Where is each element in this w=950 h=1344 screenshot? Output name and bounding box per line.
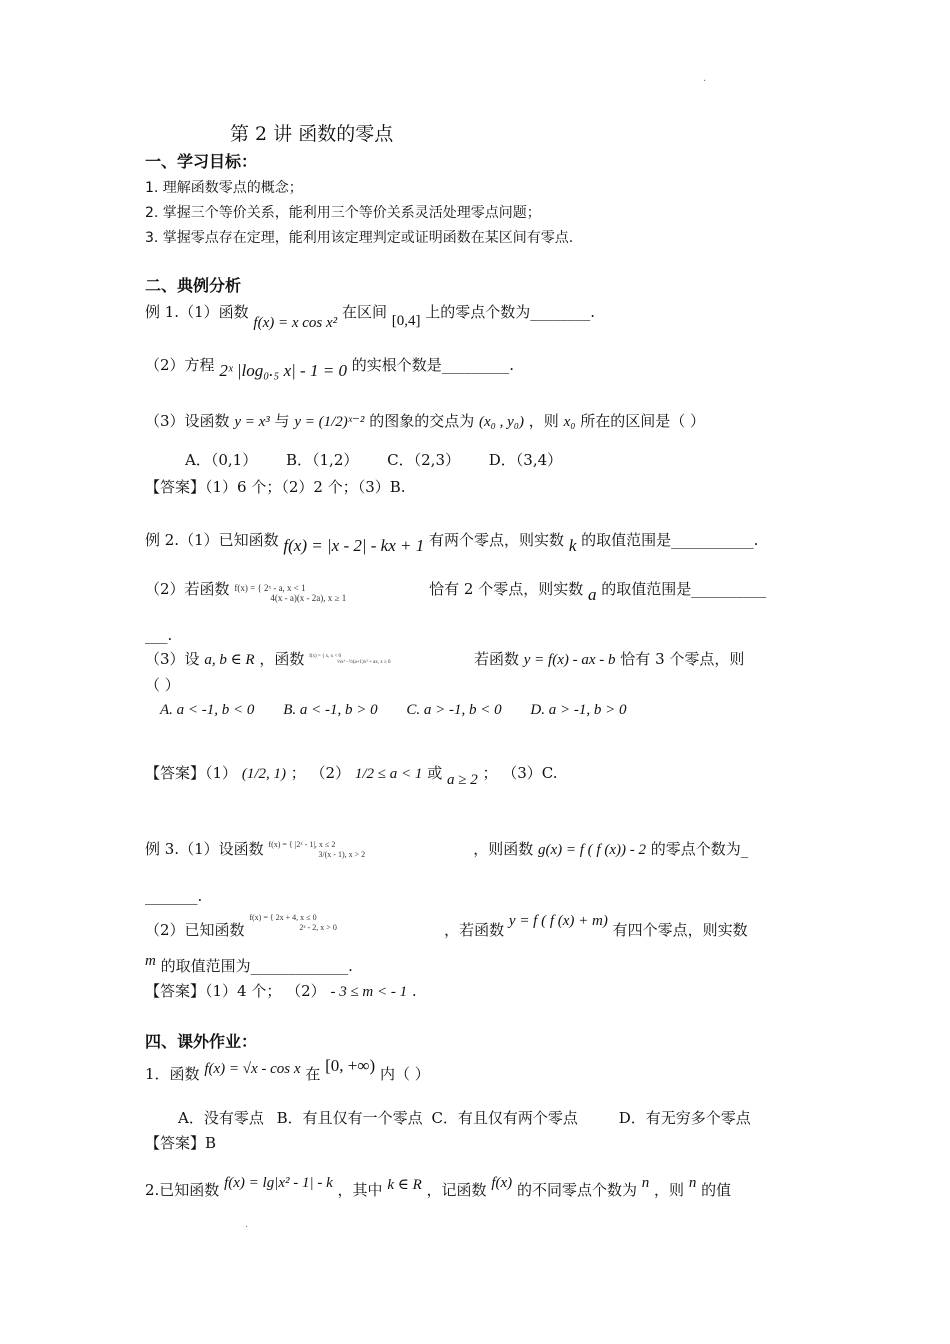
option-c: C. a > -1, b < 0 [406, 702, 502, 718]
text: 的实根个数是_________. [351, 356, 515, 374]
formula: n [641, 1175, 650, 1191]
formula: 2ˣ |log₀.₅ x| - 1 = 0 [219, 361, 347, 380]
formula: - 3 ≤ m < - 1 [330, 984, 408, 1000]
piecewise-formula [268, 840, 468, 860]
page-mark: · [703, 76, 707, 87]
text: 上的零点个数为________. [425, 303, 596, 321]
example1-part2 [145, 355, 810, 380]
text: 的图象的交点为 [369, 412, 475, 430]
text: 所在的区间是（ ） [580, 412, 706, 430]
homework-q1-answer: 【答案】B [145, 1134, 217, 1152]
text: ； （2） [290, 764, 351, 782]
formula-line: ⅓x³ - ½(a+1)x² + ax, x ≥ 0 [337, 660, 391, 665]
option-d: D．（3,4） [488, 451, 563, 469]
formula: a, b ∈ R [204, 652, 255, 668]
formula: (1/2, 1) [241, 766, 286, 782]
text: ，其中 [337, 1181, 383, 1199]
text: 【答案】（1）4 个； （2） [145, 982, 326, 1000]
text: 内（ ） [379, 1065, 430, 1083]
text: 的取值范围为_____________. [160, 957, 353, 975]
formula: k ∈ R [387, 1177, 422, 1193]
goal-item: 2. 掌握三个等价关系，能利用三个等价关系灵活处理零点问题； [145, 205, 541, 221]
text: . [411, 982, 417, 1000]
formula: x₀ [563, 414, 576, 430]
example1-answer: 【答案】（1）6 个；（2）2 个；（3）B. [145, 478, 406, 496]
text: （3）设 [145, 650, 200, 668]
formula: y = x³ [234, 414, 270, 430]
formula-line: 2ˣ - 2, x > 0 [299, 923, 337, 932]
text: 的不同零点个数为 [516, 1181, 637, 1199]
text: ，若函数 [444, 921, 505, 939]
option-a: A. a < -1, b < 0 [160, 702, 255, 718]
formula: (x₀ , y₀) [479, 414, 525, 430]
formula: a [587, 585, 597, 604]
text: 恰有 2 个零点，则实数 [429, 580, 584, 598]
homework-q2 [145, 1175, 810, 1201]
text: ，记函数 [426, 1181, 487, 1199]
text: （2）已知函数 [145, 921, 245, 939]
formula: k [568, 536, 577, 555]
option-a: A．没有零点 [178, 1109, 264, 1127]
example2-answer [145, 763, 810, 788]
text: ，则函数 [473, 840, 534, 858]
formula: y = f ( f (x) + m) [508, 913, 608, 929]
example3-part1 [145, 839, 810, 860]
text: ，函数 [259, 650, 305, 668]
formula: g(x) = f ( f (x)) - 2 [537, 842, 646, 858]
text: 的取值范围是___________. [581, 531, 759, 549]
example2-part3-paren: （ ） [145, 676, 180, 694]
formula-line: f(x) = { x, x < 0 [309, 654, 341, 659]
example2-part2-continued: ___. [145, 626, 173, 644]
formula-line: f(x) = { 2ˣ - a, x < 1 [234, 583, 306, 593]
text: （2）若函数 [145, 580, 230, 598]
text: 的值 [701, 1181, 732, 1199]
goal-item: 3. 掌握零点存在定理，能利用该定理判定或证明函数在某区间有零点. [145, 230, 574, 246]
formula: f(x) = x cos x² [253, 315, 338, 331]
section-heading-homework: 四、课外作业： [145, 1032, 258, 1051]
section-heading-goals: 一、学习目标： [145, 152, 258, 171]
text: 有两个零点，则实数 [429, 531, 565, 549]
formula: [0, +∞) [325, 1056, 376, 1075]
example2-options [160, 699, 825, 720]
text: 有四个零点，则实数 [612, 921, 748, 939]
text: 在 [305, 1065, 321, 1083]
homework-q1-options [178, 1108, 843, 1128]
page-mark: · [245, 1222, 249, 1233]
page-title: 第 2 讲 函数的零点 [230, 123, 394, 145]
text: （2）方程 [145, 356, 215, 374]
example2-part1 [145, 530, 810, 555]
text: 例 3.（1）设函数 [145, 840, 264, 858]
example3-answer [145, 981, 810, 1002]
option-c: C．有且仅有两个零点 [431, 1109, 578, 1127]
option-a: A．（0,1） [185, 451, 258, 469]
option-c: C．（2,3） [387, 451, 460, 469]
formula: f(x) = |x - 2| - kx + 1 [283, 536, 425, 555]
text: 在区间 [341, 303, 387, 321]
piecewise-formula [309, 654, 469, 666]
piecewise-formula [234, 583, 424, 603]
formula: f(x) = √x - cos x [204, 1061, 301, 1077]
text: 的取值范围是__________ [601, 580, 767, 598]
example2-part2 [145, 577, 810, 603]
goal-item: 1. 理解函数零点的概念； [145, 180, 303, 196]
text: 若函数 [473, 650, 519, 668]
option-b: B. a < -1, b > 0 [283, 702, 378, 718]
option-d: D．有无穷多个零点 [618, 1109, 751, 1127]
option-b: B．（1,2） [285, 451, 359, 469]
text: 例 2.（1）已知函数 [145, 531, 279, 549]
formula-line: 3/(x - 1), x > 2 [318, 850, 366, 859]
section-heading-examples: 二、典例分析 [145, 276, 242, 295]
text: ，则 [528, 412, 559, 430]
option-d: D. a > -1, b > 0 [530, 702, 627, 718]
formula: m [145, 953, 156, 969]
formula: [0,4] [391, 313, 421, 329]
formula-line: f(x) = { |2ˣ - 1|, x ≤ 2 [268, 840, 336, 849]
formula: y = f(x) - ax - b [523, 652, 616, 668]
formula: n [688, 1175, 697, 1191]
example1-options [185, 450, 850, 470]
text: ，则 [654, 1181, 685, 1199]
example1-part3 [145, 411, 810, 432]
text: 的零点个数为_ [650, 840, 749, 858]
example3-part2 [145, 913, 810, 941]
text: 例 1.（1）函数 [145, 303, 249, 321]
formula: y = (1/2)ˣ⁻² [294, 414, 365, 430]
formula: f(x) = lg|x² - 1| - k [224, 1175, 333, 1191]
formula-line: f(x) = { 2x + 4, x ≤ 0 [249, 913, 317, 922]
text: 【答案】（1） [145, 764, 238, 782]
text: 与 [274, 412, 290, 430]
piecewise-formula [249, 913, 439, 933]
homework-q1 [145, 1056, 810, 1085]
text: （3）设函数 [145, 412, 230, 430]
example3-part1-continued: _______. [145, 887, 203, 905]
text: 恰有 3 个零点，则 [620, 650, 745, 668]
example3-part2-continued [145, 953, 810, 977]
formula-line: 4(x - a)(x - 2a), x ≥ 1 [270, 593, 347, 603]
formula: a ≥ 2 [446, 772, 478, 788]
formula: 1/2 ≤ a < 1 [354, 766, 423, 782]
example1-part1 [145, 302, 810, 331]
text: 2.已知函数 [145, 1181, 220, 1199]
text: ； （3）C. [482, 764, 558, 782]
example2-part3 [145, 649, 810, 670]
formula: f(x) [491, 1175, 513, 1191]
text: 或 [427, 764, 443, 782]
text: 1．函数 [145, 1065, 200, 1083]
option-b: B．有且仅有一个零点 [276, 1109, 423, 1127]
